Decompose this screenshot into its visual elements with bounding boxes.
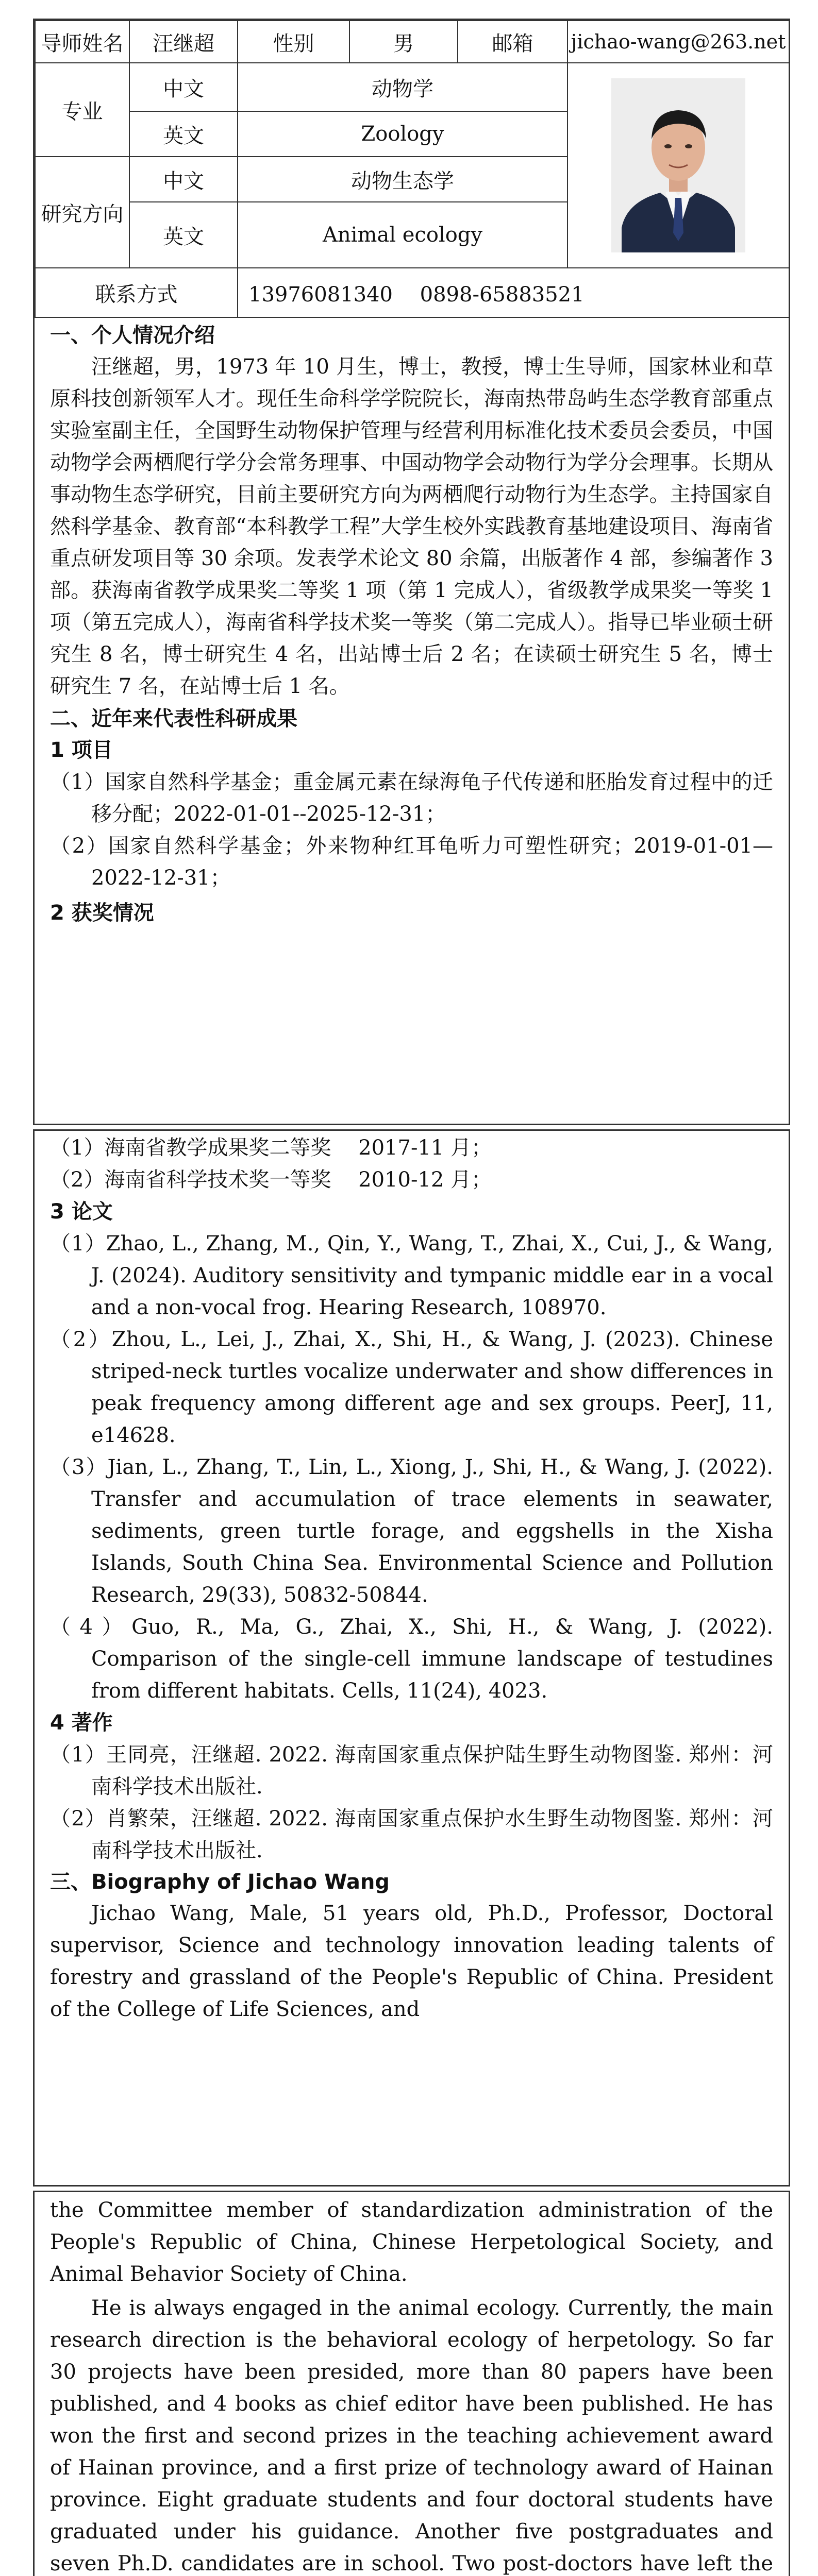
page-block-1 bbox=[33, 19, 790, 1125]
award-item: （2）海南省科学技术奖一等奖 2010-12 月； bbox=[50, 1168, 492, 1192]
paper-item: （1）Zhao, L., Zhang, M., Qin, Y., Wang, T., Zhai, X., Cui, J., & Wang, J. (2024). Auditory sensitivity and tympanic middle ear in a vocal and a non-vocal frog. Hearing Research, 108970. bbox=[50, 1232, 773, 1319]
research-english-label: 英文 bbox=[129, 202, 238, 268]
profile-header-table bbox=[35, 20, 790, 318]
page-block-2 bbox=[33, 1129, 790, 2187]
biography-paragraph-1-start: Jichao Wang, Male, 51 years old, Ph.D., Professor, Doctoral supervisor, Science and technology innovation leading talents of forestry and grassland of the People's Republic of China. President of the College of Life Sciences, and bbox=[50, 1902, 773, 2021]
major-label: 专业 bbox=[35, 63, 129, 157]
projects-heading: 1 项目 bbox=[50, 738, 113, 762]
project-item: （2）国家自然科学基金；外来物种红耳龟听力可塑性研究；2019-01-01—2022-12-31； bbox=[50, 834, 773, 890]
major-english-value: Zoology bbox=[238, 111, 567, 157]
biography-paragraph-1-end: the Committee member of standardization administration of the People's Republic of China, Chinese Herpetological Society, and Animal Behavior Society of China. bbox=[50, 2198, 773, 2286]
research-english-value: Animal ecology bbox=[238, 202, 567, 268]
contact-value: 13976081340 0898-65883521 bbox=[238, 268, 789, 317]
portrait-photo bbox=[611, 78, 745, 252]
papers-heading: 3 论文 bbox=[50, 1200, 113, 1224]
page-block-3 bbox=[33, 2191, 790, 2576]
gender-value: 男 bbox=[349, 21, 458, 63]
award-item: （1）海南省教学成果奖二等奖 2017-11 月； bbox=[50, 1136, 492, 1160]
contact-label: 联系方式 bbox=[35, 268, 238, 317]
advisor-name-value: 汪继超 bbox=[129, 21, 238, 63]
advisor-name-label: 导师姓名 bbox=[35, 21, 129, 63]
section-3-title: 三、Biography of Jichao Wang bbox=[50, 1870, 390, 1894]
email-label: 邮箱 bbox=[458, 21, 567, 63]
book-item: （1）王同亮，汪继超. 2022. 海南国家重点保护陆生野生动物图鉴. 郑州：河南科学技术出版社. bbox=[50, 1743, 773, 1799]
biography-paragraph-2: He is always engaged in the animal ecology. Currently, the main research direction is the behavioral ecology of herpetology. So far 30 projects have been presided, more than 80 papers have been published, and 4 books as chief editor have been published. He has won the first and second prizes in the teaching achievement award of Hainan province, and a first prize of technology award of Hainan province. Eight graduate students and four doctoral students have graduated under his guidance. Another five postgraduates and seven Ph.D. candidates are in school. Two post-doctors have left the bbox=[50, 2296, 773, 2575]
paper-item: （3）Jian, L., Zhang, T., Lin, L., Xiong, J., Shi, H., & Wang, J. (2022). Transfer and accumulation of trace elements in seawater, sediments, green turtle forage, and eggshells in the Xisha Islands, South China Sea. Environmental Science and Pollution Research, 29(33), 50832-50844. bbox=[50, 1455, 773, 1607]
awards-heading: 2 获奖情况 bbox=[50, 901, 154, 925]
email-value: jichao-wang@263.net bbox=[567, 21, 789, 63]
major-chinese-value: 动物学 bbox=[238, 63, 567, 111]
book-item: （2）肖繁荣，汪继超. 2022. 海南国家重点保护水生野生动物图鉴. 郑州：河南科学技术出版社. bbox=[50, 1807, 773, 1862]
section-1-title: 一、个人情况介绍 bbox=[50, 324, 215, 347]
portrait-cell bbox=[567, 63, 789, 268]
personal-intro-paragraph: 汪继超，男，1973 年 10 月生，博士，教授，博士生导师，国家林业和草原科技创新领军人才。现任生命科学学院院长，海南热带岛屿生态学教育部重点实验室副主任，全国野生动物保护管理与经营利用标准化技术委员会委员，中国动物学会两栖爬行学分会常务理事、中国动物学会动物行为学分会理事。长期从事动物生态学研究，目前主要研究方向为两栖爬行动物行为生态学。主持国家自然科学基金、教育部“本科教学工程”大学生校外实践教育基地建设项目、海南省重点研发项目等 30 余项。发表学术论文 80 余篇，出版著作 4 部，参编著作 3 部。获海南省教学成果奖二等奖 1 项（第 1 完成人），省级教学成果奖一等奖 1 项（第五完成人），海南省科学技术奖一等奖（第二完成人）。指导已毕业硕士研究生 8 名，博士研究生 4 名，出站博士后 2 名；在读硕士研究生 5 名，博士研究生 7 名，在站博士后 1 名。 bbox=[50, 355, 773, 698]
major-english-label: 英文 bbox=[129, 111, 238, 157]
research-chinese-label: 中文 bbox=[129, 157, 238, 202]
research-chinese-value: 动物生态学 bbox=[238, 157, 567, 202]
research-direction-label: 研究方向 bbox=[35, 157, 129, 268]
project-item: （1）国家自然科学基金；重金属元素在绿海龟子代传递和胚胎发育过程中的迁移分配；2022-01-01--2025-12-31； bbox=[50, 770, 773, 826]
books-heading: 4 著作 bbox=[50, 1711, 113, 1735]
paper-item: （2）Zhou, L., Lei, J., Zhai, X., Shi, H., & Wang, J. (2023). Chinese striped-neck turtles vocalize underwater and show differences in peak frequency among different age and sex groups. PeerJ, 11, e14628. bbox=[50, 1328, 773, 1447]
section-2-title: 二、近年来代表性科研成果 bbox=[50, 707, 297, 731]
major-chinese-label: 中文 bbox=[129, 63, 238, 111]
gender-label: 性别 bbox=[238, 21, 349, 63]
paper-item: （4）Guo, R., Ma, G., Zhai, X., Shi, H., & Wang, J. (2022). Comparison of the single-cell immune landscape of testudines from different habitats. Cells, 11(24), 4023. bbox=[50, 1615, 773, 1703]
